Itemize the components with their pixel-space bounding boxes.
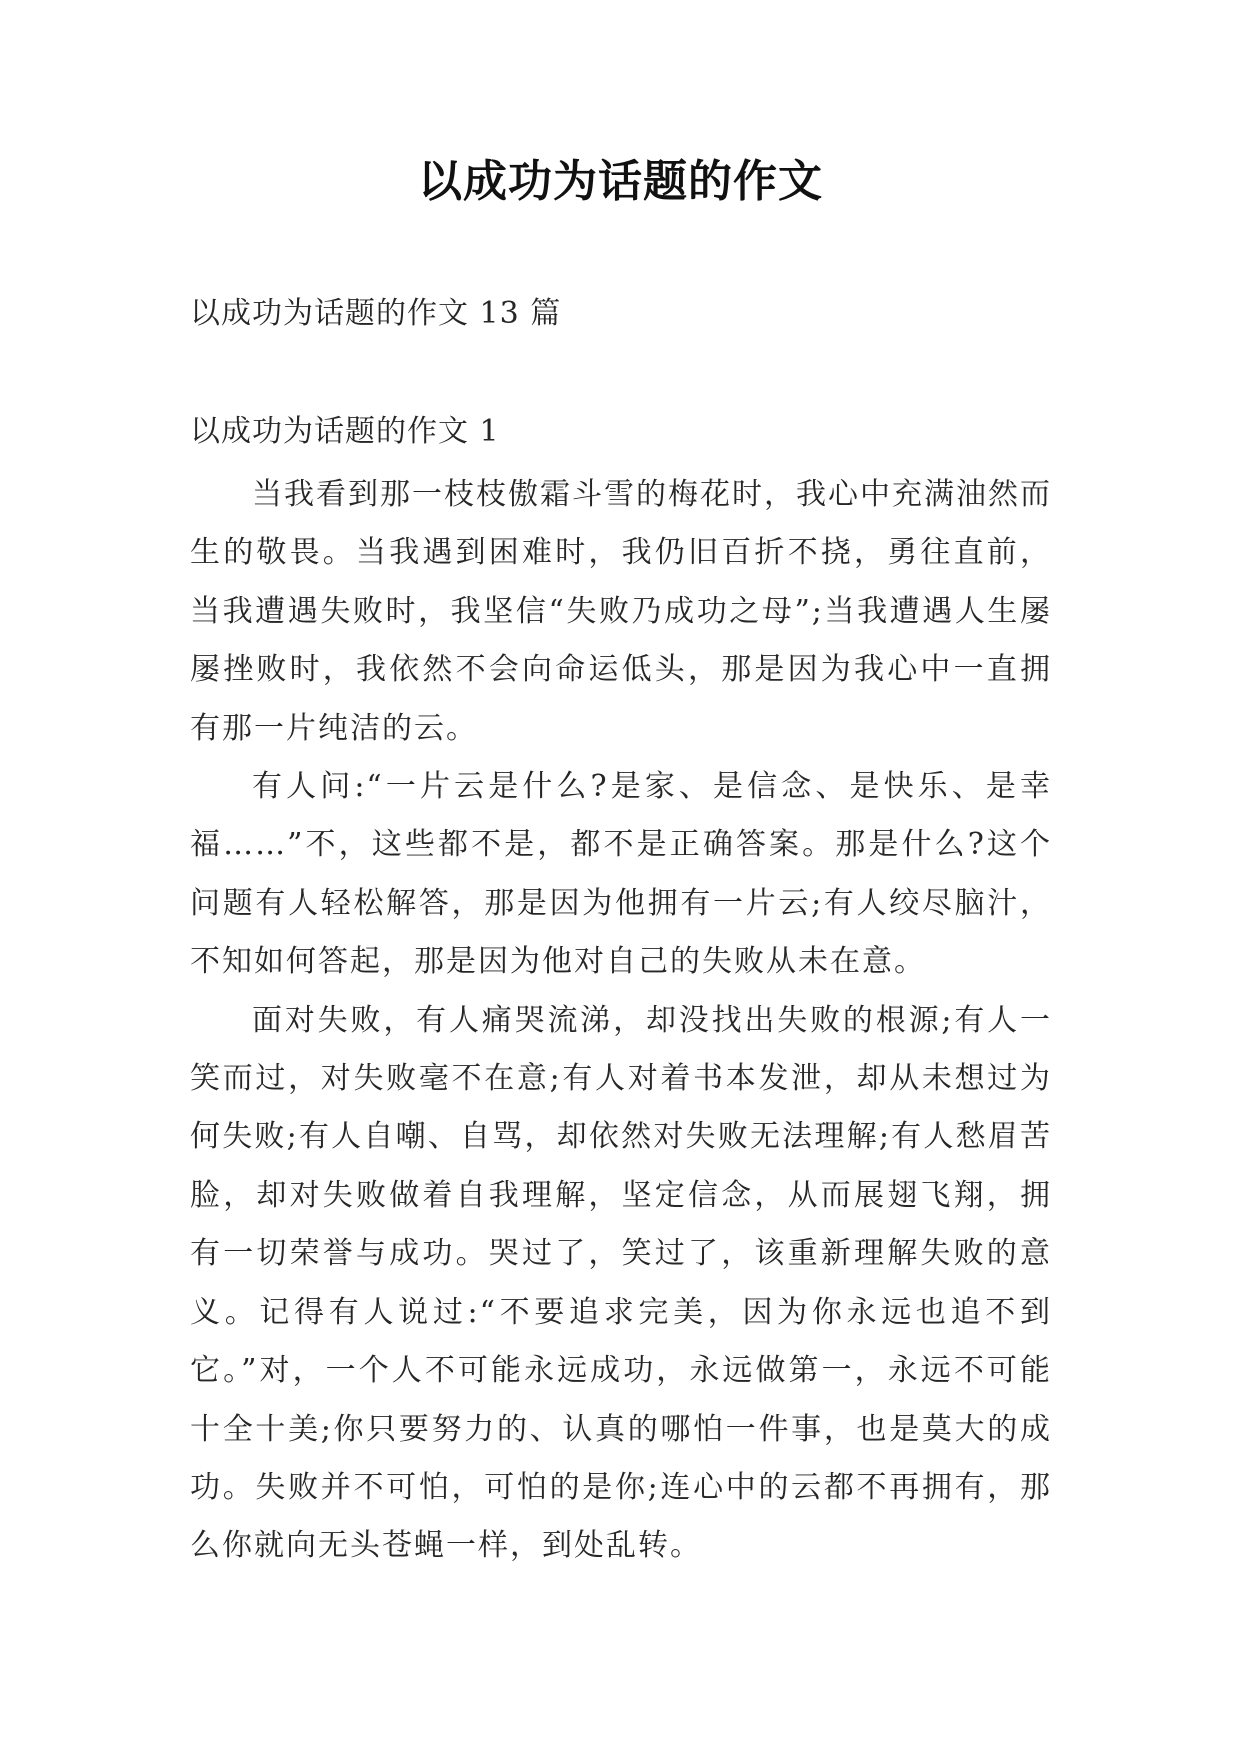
essay-body (190, 466, 1052, 1576)
essay-paragraph: 面对失败，有人痛哭流涕，却没找出失败的根源;有人一笑而过，对失败毫不在意;有人对着书本发泄，却从未想过为何失败;有人自嘲、自骂，却依然对失败无法理解;有人愁眉苦脸，却对失败做着自我理解，坚定信念，从而展翅飞翔，拥有一切荣誉与成功。哭过了，笑过了，该重新理解失败的意义。记得有人说过:“不要追求完美，因为你永远也追不到它。”对，一个人不可能永远成功，永远做第一，永远不可能十全十美;你只要努力的、认真的哪怕一件事，也是莫大的成功。失败并不可怕，可怕的是你;连心中的云都不再拥有，那么你就向无头苍蝇一样，到处乱转。 (190, 1002, 1052, 1564)
essay-paragraph: 当我看到那一枝枝傲霜斗雪的梅花时，我心中充满油然而生的敬畏。当我遇到困难时，我仍旧百折不挠，勇往直前，当我遭遇失败时，我坚信“失败乃成功之母”;当我遭遇人生屡屡挫败时，我依然不会向命运低头，那是因为我心中一直拥有那一片纯洁的云。 (190, 477, 1052, 746)
section-heading: 以成功为话题的作文 1 (190, 414, 500, 449)
essay-paragraph: 有人问:“一片云是什么?是家、是信念、是快乐、是幸福……”不，这些都不是，都不是正确答案。那是什么?这个问题有人轻松解答，那是因为他拥有一片云;有人绞尽脑汁，不知如何答起，那是因为他对自己的失败从未在意。 (190, 769, 1052, 980)
document-title: 以成功为话题的作文 (418, 156, 823, 207)
document-subtitle: 以成功为话题的作文 13 篇 (190, 296, 562, 331)
